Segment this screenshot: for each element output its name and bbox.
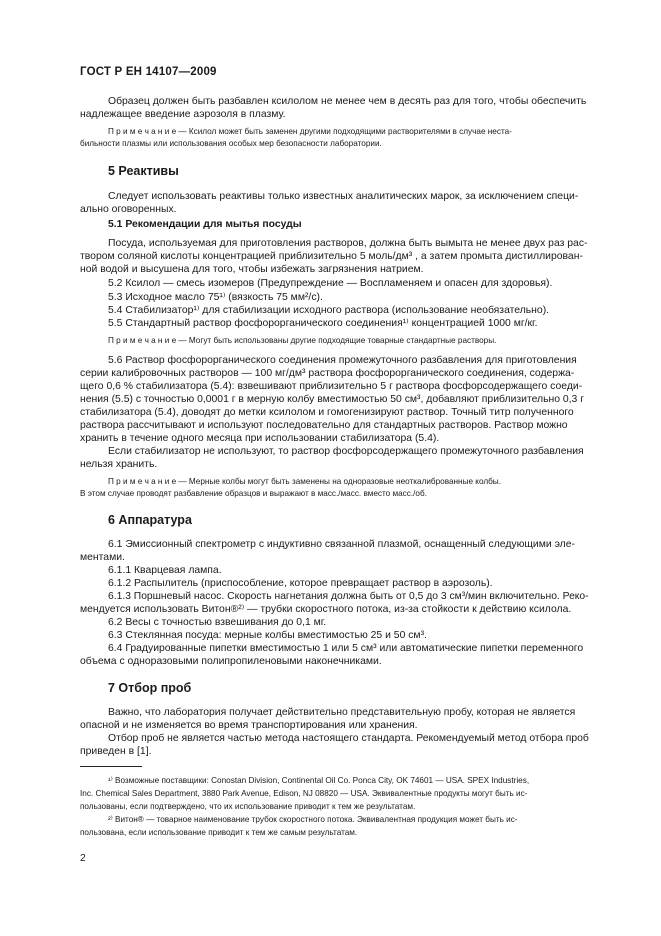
note-line: бильности плазмы или использования особых мер безопасности лаборатории. bbox=[80, 139, 382, 148]
text-line: Если стабилизатор не используют, то раствор фосфорсодержащего промежуточного разбавления bbox=[108, 446, 584, 457]
note-line: П р и м е ч а н и е — Могут быть использованы другие подходящие товарные стандартные растворы. bbox=[108, 336, 497, 345]
text-line: хранить в течение одного месяца при использовании стабилизатора (5.4). bbox=[80, 433, 440, 444]
text-line: серии калибровочных растворов — 100 мг/дм³ раствора фосфорорганического соединения, содержа- bbox=[80, 368, 575, 379]
text-line: 6.1.2 Распылитель (приспособление, которое превращает раствор в аэрозоль). bbox=[108, 578, 493, 589]
footnote-line: ²⁾ Витон® — товарное наименование трубок скоростного потока. Эквивалентная продукция может быть ис- bbox=[108, 815, 518, 824]
text-line: 5.3 Исходное масло 75¹⁾ (вязкость 75 мм²/с). bbox=[108, 292, 323, 303]
text-line: стабилизатора (5.4), доводят до метки ксилолом и гомогенизируют раствор. Точный титр полученного bbox=[80, 407, 574, 418]
text-line: 6.3 Стеклянная посуда: мерные колбы вместимостью 25 и 50 см³. bbox=[108, 630, 427, 641]
text-line: ально оговоренных. bbox=[80, 204, 177, 215]
note-line: В этом случае проводят разбавление образцов и выражают в масс./масс. вместо масс./об. bbox=[80, 489, 427, 498]
text-line: 6.1.3 Поршневый насос. Скорость нагнетания должна быть от 0,5 до 3 см³/мин включительно. Реко- bbox=[108, 591, 589, 602]
text-line: нения (5.5) с точностью 0,0001 г в мерную колбу вместимостью 50 см³, добавляют приблизительно 0,3 г bbox=[80, 394, 585, 405]
footnote-line: ¹⁾ Возможные поставщики: Conostan Division, Continental Oil Co. Ponca City, OK 74601 — USA. SPEX Industries, bbox=[108, 776, 530, 785]
text-line: щего 0,6 % стабилизатора (5.4): взвешивают приблизительно 5 г раствора фосфорсодержащего соеди- bbox=[80, 381, 583, 392]
section-heading: 7 Отбор проб bbox=[108, 681, 192, 695]
footnote-line: пользованы, если подтверждено, что их использование приводит к тем же результатам. bbox=[80, 802, 416, 811]
section-heading: 6 Аппаратура bbox=[108, 513, 192, 527]
text-line: приведен в [1]. bbox=[80, 746, 152, 757]
footnote-line: Inc. Chemical Sales Department, 3880 Park Avenue, Edison, NJ 08820 — USA. Эквивалентные продукты могут быть ис- bbox=[80, 789, 528, 798]
text-line: раствора рассчитывают и используют последовательно для стандартных растворов. Раствор можно bbox=[80, 420, 568, 431]
text-line: мендуется использовать Витон®²⁾ — трубки скоростного потока, из-за стойкости к действию ксилола. bbox=[80, 604, 572, 615]
text-line: Важно, что лаборатория получает действительно представительную пробу, которая не является bbox=[108, 707, 576, 718]
text-line: 5.5 Стандартный раствор фосфорорганического соединения¹⁾ концентрацией 1000 мг/кг. bbox=[108, 318, 538, 329]
text-line: 6.1 Эмиссионный спектрометр с индуктивно связанной плазмой, оснащенный следующими эле- bbox=[108, 539, 575, 550]
text-line: Отбор проб не является частью метода настоящего стандарта. Рекомендуемый метод отбора проб bbox=[108, 733, 589, 744]
text-line: 6.2 Весы с точностью взвешивания до 0,1 мг. bbox=[108, 617, 327, 628]
footnote-line: пользована, если использование приводит к тем же самым результатам. bbox=[80, 828, 358, 837]
text-line: Посуда, используемая для приготовления растворов, должна быть вымыта не менее двух раз рас- bbox=[108, 238, 588, 249]
text-line: объема с одноразовыми полипропиленовыми наконечниками. bbox=[80, 656, 382, 667]
text-line: 5.6 Раствор фосфорорганического соединения промежуточного разбавления для приготовления bbox=[108, 355, 577, 366]
text-line: ментами. bbox=[80, 552, 125, 563]
footnote-separator bbox=[80, 766, 142, 767]
text-line: нельзя хранить. bbox=[80, 459, 158, 470]
text-line: твором соляной кислоты концентрацией приблизительно 5 моль/дм³ , а затем промыта дистиллирован- bbox=[80, 251, 583, 262]
page-number: 2 bbox=[80, 853, 86, 864]
note-line: П р и м е ч а н и е — Мерные колбы могут быть заменены на одноразовые неоткалиброванные колбы. bbox=[108, 477, 501, 486]
subsection-heading: 5.1 Рекомендации для мытья посуды bbox=[108, 219, 302, 230]
text-line: 5.4 Стабилизатор¹⁾ для стабилизации исходного раствора (использование необязательно). bbox=[108, 305, 550, 316]
text-line: Следует использовать реактивы только известных аналитических марок, за исключением специ- bbox=[108, 191, 579, 202]
section-heading: 5 Реактивы bbox=[108, 164, 179, 178]
text-line: ной водой и высушена для того, чтобы избежать загрязнения натрием. bbox=[80, 264, 424, 275]
text-line: 5.2 Ксилол — смесь изомеров (Предупреждение — Воспламеняем и опасен для здоровья). bbox=[108, 278, 553, 289]
text-line: 6.1.1 Кварцевая лампа. bbox=[108, 565, 222, 576]
text-line: Образец должен быть разбавлен ксилолом не менее чем в десять раз для того, чтобы обеспечить bbox=[108, 96, 587, 107]
document-header: ГОСТ Р ЕН 14107—2009 bbox=[80, 66, 217, 78]
note-line: П р и м е ч а н и е — Ксилол может быть заменен другими подходящими растворителями в случае неста- bbox=[108, 127, 512, 136]
text-line: 6.4 Градуированные пипетки вместимостью 1 или 5 см³ или автоматические пипетки переменного bbox=[108, 643, 584, 654]
text-line: опасной и не изменяется во время транспортирования или хранения. bbox=[80, 720, 418, 731]
text-line: надлежащее введение аэрозоля в плазму. bbox=[80, 109, 286, 120]
